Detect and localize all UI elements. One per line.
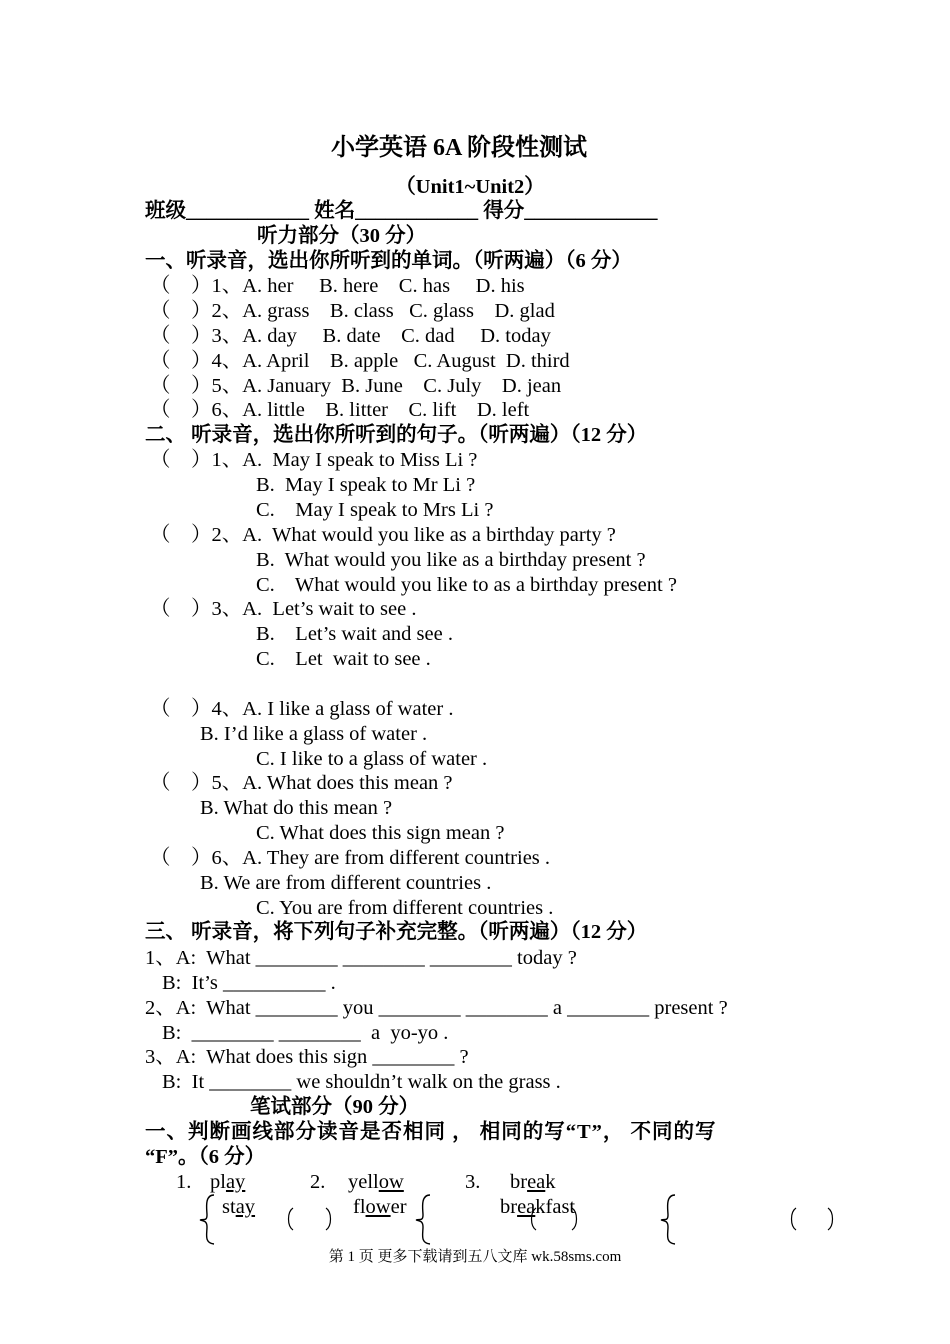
sentence-line: B. I’d like a glass of water . bbox=[200, 723, 428, 745]
fill-blank-line: 2、A: What ________ you ________ ________ a ________ present ? bbox=[145, 997, 728, 1019]
left-brace-icon bbox=[661, 1195, 675, 1244]
question-item: （ ）1、A. her B. here C. has D. his bbox=[150, 275, 525, 297]
word-stay: stay bbox=[222, 1196, 256, 1218]
sentence-line: C. What would you like to as a birthday present ? bbox=[256, 574, 677, 596]
listening-header: 听力部分（30 分） bbox=[257, 225, 427, 247]
word-flower: flower bbox=[353, 1196, 407, 1218]
sentence-line: （ ）2、A. What would you like as a birthday party ? bbox=[150, 524, 616, 546]
page-footer: 第 1 页 更多下载请到五八文库 wk.58sms.com bbox=[328, 1249, 622, 1265]
fill-blank-line: B: ________ ________ a yo-yo . bbox=[162, 1022, 449, 1044]
item-number: 2. bbox=[310, 1171, 326, 1193]
listening-section1-heading: 一、听录音，选出你所听到的单词。（听两遍）（6 分） bbox=[145, 250, 632, 272]
word-yellow: yellow bbox=[348, 1171, 404, 1193]
item-number: 1. bbox=[176, 1171, 192, 1193]
written-header: 笔试部分（90 分） bbox=[250, 1096, 420, 1118]
sentence-line: （ ）3、A. Let’s wait to see . bbox=[150, 598, 417, 620]
question-item: （ ）6、A. little B. litter C. lift D. left bbox=[150, 399, 530, 421]
sentence-line: C. You are from different countries . bbox=[256, 897, 554, 919]
answer-bracket-left-icon bbox=[289, 1208, 294, 1230]
word-break: break bbox=[510, 1171, 556, 1193]
written-section1-heading-cont: “F”。（6 分） bbox=[145, 1146, 266, 1168]
word-breakfast: breakfast bbox=[500, 1196, 576, 1218]
sentence-line: B. Let’s wait and see . bbox=[256, 623, 453, 645]
question-item: （ ）5、A. January B. June C. July D. jean bbox=[150, 375, 562, 397]
answer-bracket-right-icon bbox=[326, 1208, 331, 1230]
written-section1-heading: 一、判断画线部分读音是否相同 ， 相同的写“T”， 不同的写 bbox=[145, 1121, 717, 1143]
question-item: （ ）4、A. April B. apple C. August D. third bbox=[150, 350, 570, 372]
fill-blank-line: B: It’s __________ . bbox=[162, 972, 336, 994]
sentence-line: （ ）6、A. They are from different countries . bbox=[150, 847, 551, 869]
sentence-line: （ ）4、A. I like a glass of water . bbox=[150, 698, 454, 720]
left-brace-icon bbox=[200, 1195, 214, 1244]
question-item: （ ）2、A. grass B. class C. glass D. glad bbox=[150, 300, 555, 322]
word-play: play bbox=[210, 1171, 246, 1193]
left-brace-icon bbox=[416, 1195, 430, 1244]
sentence-line: C. May I speak to Mrs Li ? bbox=[256, 499, 494, 521]
sentence-line: B. What would you like as a birthday present ? bbox=[256, 549, 646, 571]
sentence-line: B. May I speak to Mr Li ? bbox=[256, 474, 476, 496]
answer-bracket-right-icon bbox=[828, 1208, 833, 1230]
question-item: （ ）3、A. day B. date C. dad D. today bbox=[150, 325, 551, 347]
sentence-line: B. We are from different countries . bbox=[200, 872, 492, 894]
fill-blank-line: 1、A: What ________ ________ ________ today ? bbox=[145, 947, 577, 969]
item-number: 3. bbox=[465, 1171, 481, 1193]
sentence-line: B. What do this mean ? bbox=[200, 797, 393, 819]
page-subtitle: （Unit1~Unit2） bbox=[395, 176, 545, 198]
sentence-line: （ ）1、A. May I speak to Miss Li ? bbox=[150, 449, 478, 471]
sentence-line: C. What does this sign mean ? bbox=[256, 822, 505, 844]
sentence-line: C. I like to a glass of water . bbox=[256, 748, 488, 770]
sentence-line: C. Let wait to see . bbox=[256, 648, 431, 670]
fill-blank-line: B: It ________ we shouldn’t walk on the grass . bbox=[162, 1071, 561, 1093]
listening-section3-heading: 三、 听录音，将下列句子补充完整。（听两遍）（12 分） bbox=[145, 921, 648, 943]
answer-bracket-left-icon bbox=[792, 1208, 797, 1230]
fill-blank-line: 3、A: What does this sign ________ ? bbox=[145, 1046, 469, 1068]
student-info-line: 班级____________ 姓名____________ 得分_____________ bbox=[145, 200, 658, 222]
sentence-line: （ ）5、A. What does this mean ? bbox=[150, 772, 453, 794]
page-title: 小学英语 6A 阶段性测试 bbox=[330, 135, 587, 161]
listening-section2-heading: 二、 听录音，选出你所听到的句子。（听两遍）（12 分） bbox=[145, 424, 648, 446]
